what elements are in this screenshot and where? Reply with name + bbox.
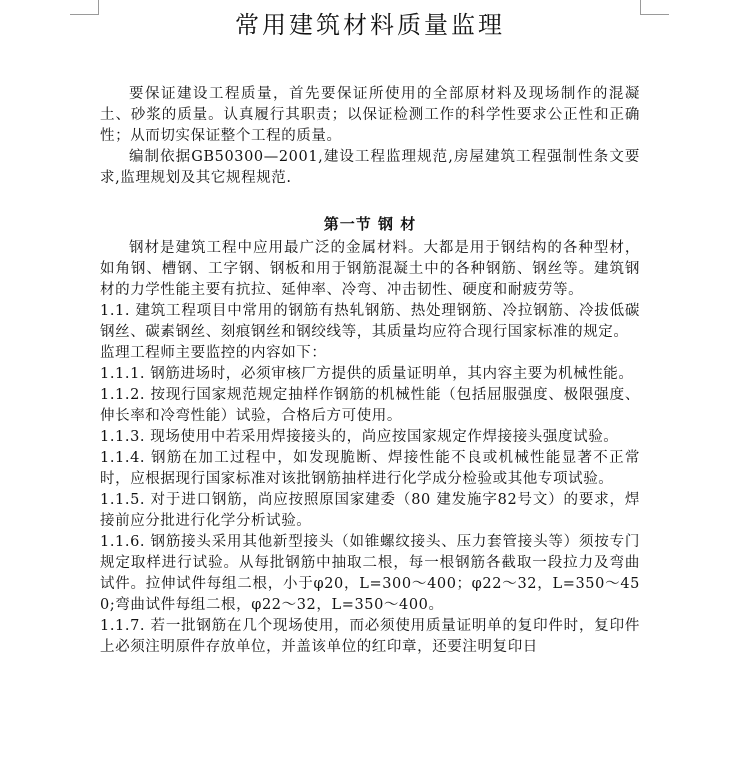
body-paragraph-monitoring-intro: 监理工程师主要监控的内容如下： <box>100 345 327 361</box>
document-title: 常用建筑材料质量监理 <box>235 11 505 39</box>
page-corner-mark-right <box>640 0 669 15</box>
body-paragraph-1-1-6: 1.1.6. 钢筋接头采用其他新型接头（如锥螺纹接头、压力套管接头等）须按专门规定取样进行试验。从每批钢筋中抽取二根，每一根钢筋各截取一段拉力及弯曲试件。拉伸试件每组二根，小于φ20，L=300～400；φ22～32，L=350～450;弯曲试件每组二根，φ22～32，L=350～400。 <box>100 534 640 613</box>
body-paragraph-1-1-7: 1.1.7. 若一批钢筋在几个现场使用，而必须使用质量证明单的复印件时，复印件上必须注明原件存放单位，并盖该单位的红印章，还要注明复印日 <box>100 618 640 655</box>
document-page <box>100 0 640 658</box>
body-paragraph-1-1-1: 1.1.1. 钢筋进场时，必须审核厂方提供的质量证明单，其内容主要为机械性能。 <box>100 366 634 382</box>
body-paragraph-1-1-2: 1.1.2. 按现行国家规范规定抽样作钢筋的机械性能（包括屈服强度、极限强度、伸长率和冷弯性能）试验，合格后方可使用。 <box>100 387 640 424</box>
section-title: 第一节 钢 材 <box>323 215 417 233</box>
body-paragraph-1-1-5: 1.1.5. 对于进口钢筋，尚应按照原国家建委（80 建发施字82号文）的要求，焊接前应分批进行化学分析试验。 <box>100 492 640 529</box>
body-paragraph-1-1: 1.1. 建筑工程项目中常用的钢筋有热轧钢筋、热处理钢筋、冷拉钢筋、冷拔低碳钢丝、碳素钢丝、刻痕钢丝和钢绞线等，其质量均应符合现行国家标准的规定。 <box>100 303 640 340</box>
intro-paragraph-1: 要保证建设工程质量，首先要保证所使用的全部原材料及现场制作的混凝土、砂浆的质量。认真履行其职责；以保证检测工作的科学性要求公正性和正确性；从而切实保证整个工程的质量。 <box>100 86 640 144</box>
body-paragraph-1-1-4: 1.1.4. 钢筋在加工过程中，如发现脆断、焊接性能不良或机械性能显著不正常时，应根据现行国家标准对该批钢筋抽样进行化学成分检验或其他专项试验。 <box>100 450 640 487</box>
page-corner-mark-left <box>70 0 99 15</box>
intro-paragraph-2: 编制依据GB50300—2001,建设工程监理规范,房屋建筑工程强制性条文要求,监理规划及其它规程规范. <box>100 149 640 186</box>
body-paragraph-1-1-3: 1.1.3. 现场使用中若采用焊接接头的，尚应按国家规定作焊接接头强度试验。 <box>100 429 619 445</box>
body-paragraph-steel-overview: 钢材是建筑工程中应用最广泛的金属材料。大都是用于钢结构的各种型材，如角钢、槽钢、工字钢、钢板和用于钢筋混凝土中的各种钢筋、钢丝等。建筑钢材的力学性能主要有抗拉、延伸率、冷弯、冲击韧性、硬度和耐疲劳等。 <box>100 240 640 298</box>
